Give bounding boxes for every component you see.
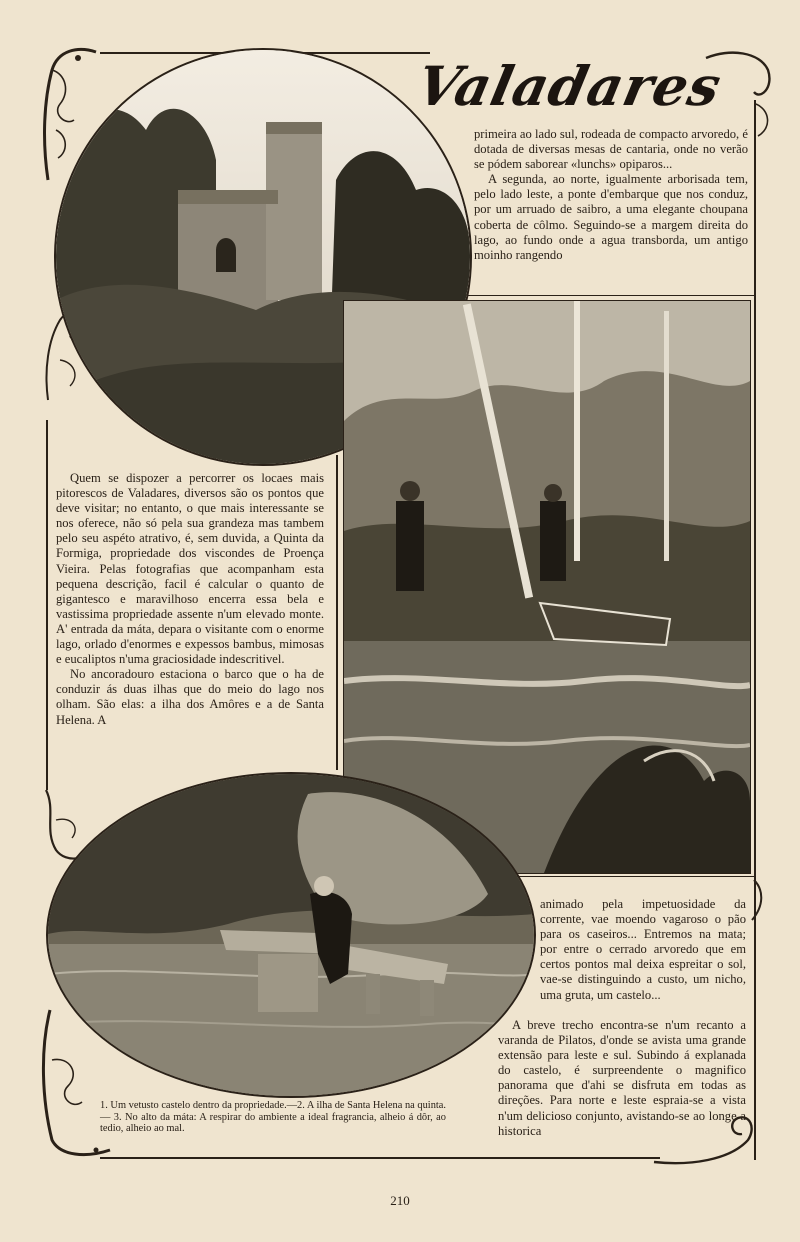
column-right-bottom-wide <box>498 1018 746 1139</box>
bottom-rule <box>100 1157 660 1159</box>
paragraph: Quem se dispozer a percorrer os locaes mais pitorescos de Valadares, diversos são os pontos que deve visitar; no entanto, o que mais interessante se nos oferece, não só pela sua grandeza mas tambem pelo seu aspéto atrativo, é, sem duvida, a Quinta da Formiga, propriedade dos viscondes de Proença Vieira. Pelas fotografias que acompanham esta pequena descrição, facil é calcular o quanto de gigantesco e maravilhoso encerra essa bela e vastissima propriedade assente n'um elevado monte. A' entrada da máta, depara o visitante com o enorme lago, orlado d'enormes e expessos bambus, mimosas e eucaliptos n'uma graciosidade indescritivel. <box>56 471 324 667</box>
column-divider <box>336 455 338 770</box>
paragraph: primeira ao lado sul, rodeada de compacto arvoredo, é dotada de diversas mesas de cantaria, onde no verão se pódem saborear «lunchs» opiparos... <box>474 127 748 172</box>
photo-lake <box>343 300 751 874</box>
lake-image <box>344 301 750 873</box>
column-left-middle <box>56 471 324 728</box>
paragraph: A segunda, ao norte, igualmente arborisada tem, pelo lado leste, a ponte d'embarque que nos conduz, por um arruado de saibro, a uma elegante choupana coberta de côlmo. Seguindo-se a margem direita do lago, ao fundo onde a agua transborda, um antigo moinho rangendo <box>474 172 748 262</box>
page-title: Valadares <box>411 54 728 118</box>
photo-table <box>46 772 536 1098</box>
right-rule <box>754 100 756 1160</box>
upper-right-rule <box>462 295 756 296</box>
paragraph: No ancoradouro estaciona o barco que o ha de conduzir ás duas ilhas que do meio do lago nos olham. São elas: a ilha dos Amôres e a de Santa Helena. A <box>56 667 324 727</box>
page-number: 210 <box>390 1193 410 1208</box>
left-rule <box>46 420 48 790</box>
table-image <box>48 774 534 1096</box>
column-right-top <box>474 127 748 263</box>
photo-caption: 1. Um vetusto castelo dentro da propriedade.—2. A ilha de Santa Helena na quinta. — 3. No alto da máta: A respirar do ambiente a ideal fragrancia, alheio á dôr, ao tedio, alheio ao mal. <box>100 1100 446 1134</box>
column-right-bottom <box>540 897 746 1003</box>
paragraph: A breve trecho encontra-se n'um recanto a varanda de Pilatos, d'onde se avista uma grande extensão para leste e sul. Subindo á explanada do castelo, é surpreendente o magnifico panorama que d'ahi se disfruta em todas as direções. Para norte e leste espraia-se a vista n'um delicioso conjunto, avistando-se ao longe a historica <box>498 1018 746 1138</box>
paragraph: animado pela impetuosidade da corrente, vae moendo vagaroso o pão para os caseiros... Entremos na mata; por entre o cerrado arvoredo que em certos pontos mal deixa espreitar o sol, vae-se distinguindo a custo, um nicho, uma gruta, um castelo... <box>540 897 746 1002</box>
